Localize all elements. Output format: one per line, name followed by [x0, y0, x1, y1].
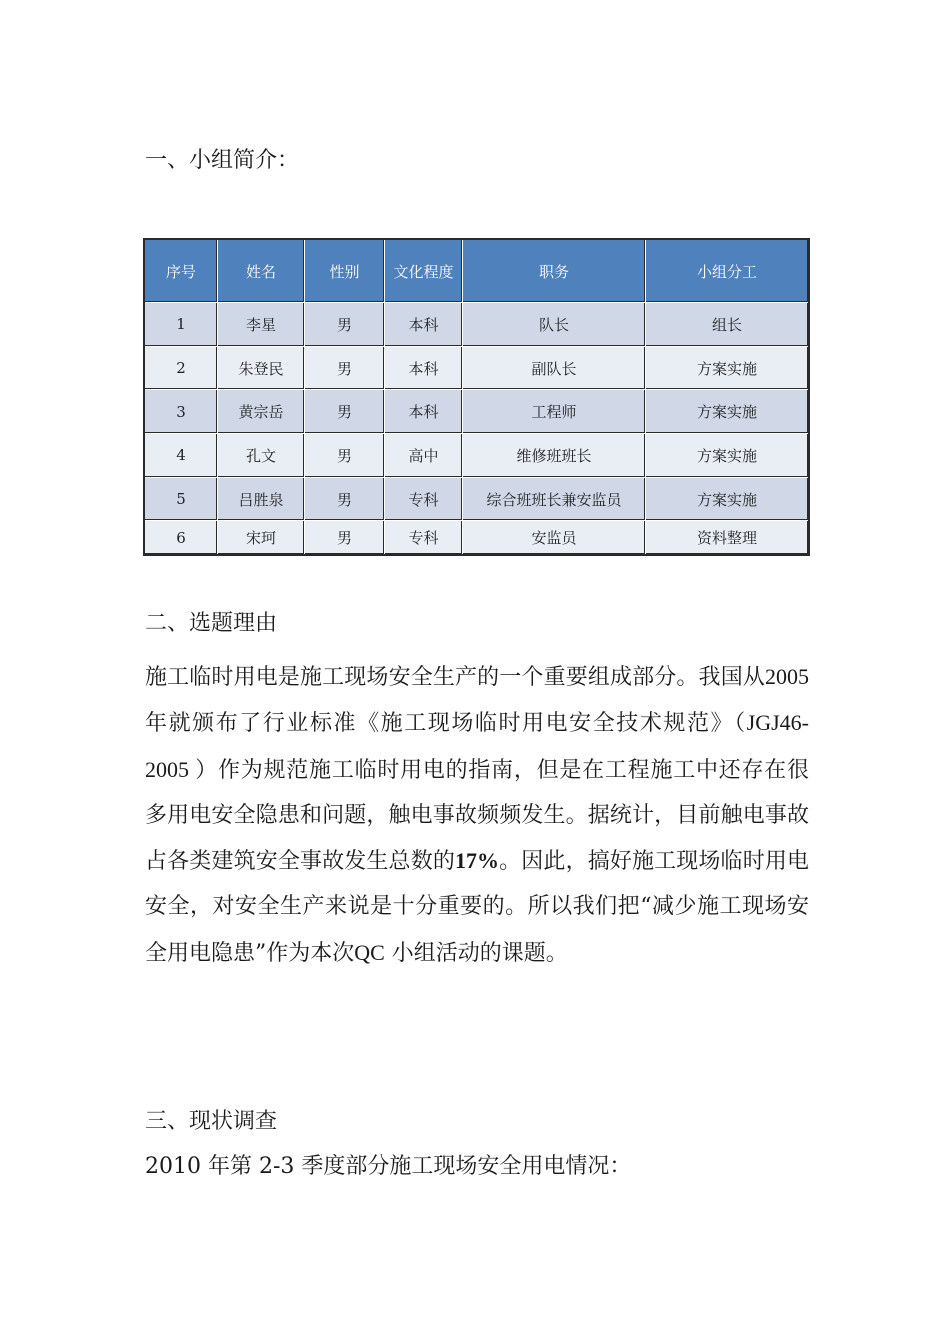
cell-gender: 男 [305, 521, 385, 555]
table-row [145, 434, 809, 478]
cell-gender: 男 [305, 303, 385, 347]
cell-gender: 男 [305, 346, 385, 390]
cell-role: 方案实施 [646, 434, 809, 478]
table-header-row [145, 240, 809, 303]
cell-gender: 男 [305, 434, 385, 478]
cell-education: 高中 [385, 434, 463, 478]
cell-index: 2 [145, 346, 218, 390]
cell-index: 3 [145, 390, 218, 434]
cell-name: 宋珂 [218, 521, 305, 555]
cell-name: 黄宗岳 [218, 390, 305, 434]
cell-position: 副队长 [463, 346, 646, 390]
cell-role: 资料整理 [646, 521, 809, 555]
standard-year: 2005 [765, 664, 809, 689]
standard-code: JGJ46-2005 [145, 710, 809, 782]
cell-gender: 男 [305, 390, 385, 434]
table-row [145, 477, 809, 521]
cell-gender: 男 [305, 477, 385, 521]
cell-education: 专科 [385, 521, 463, 555]
table-row [145, 390, 809, 434]
paragraph-text: ）作为规范施工临时用电的指南，但是在工程施工中还存在很多用电安全隐患和问题，触电事故频频发生。据统计，目前触电事故占各类建筑安全事故发生总数的 [145, 757, 809, 875]
cell-education: 本科 [385, 303, 463, 347]
cell-role: 方案实施 [646, 390, 809, 434]
qc-label: QC [354, 939, 385, 965]
cell-education: 本科 [385, 390, 463, 434]
survey-intro-line: 2010 年第 2-3 季度部分施工现场安全用电情况： [145, 1154, 632, 1179]
accident-percentage: 17% [455, 848, 499, 874]
cell-index: 5 [145, 477, 218, 521]
cell-role: 方案实施 [646, 346, 809, 390]
cell-position: 安监员 [463, 521, 646, 555]
cell-name: 李星 [218, 303, 305, 347]
cell-role: 组长 [646, 303, 809, 347]
cell-position: 综合班班长兼安监员 [463, 477, 646, 521]
cell-education: 本科 [385, 346, 463, 390]
cell-index: 1 [145, 303, 218, 347]
cell-index: 6 [145, 521, 218, 555]
team-members-table [144, 239, 809, 555]
cell-education: 专科 [385, 477, 463, 521]
section-heading-team-intro: 一、小组简介： [145, 148, 300, 173]
paragraph-text: 年就颁布了行业标准《施工现场临时用电安全技术规范》（ [145, 711, 747, 737]
table-row [145, 521, 809, 555]
paragraph-text: 施工临时用电是施工现场安全生产的一个重要组成部分。我国从 [145, 665, 765, 690]
col-header-gender: 性别 [305, 240, 385, 303]
paragraph-text: 。因此，搞好施工现场临时用电安全，对安全生产来说是十分重要的。所以我们把“减少施工现场安全用电隐患”作为本次 [145, 849, 809, 966]
cell-position: 工程师 [463, 390, 646, 434]
cell-role: 方案实施 [646, 477, 809, 521]
col-header-role: 小组分工 [646, 240, 809, 303]
cell-name: 孔文 [218, 434, 305, 478]
section-heading-topic-reason: 二、选题理由 [145, 611, 278, 636]
table-row [145, 346, 809, 390]
cell-name: 吕胜泉 [218, 477, 305, 521]
table-row [145, 303, 809, 347]
cell-position: 维修班班长 [463, 434, 646, 478]
cell-name: 朱登民 [218, 346, 305, 390]
cell-position: 队长 [463, 303, 646, 347]
section-heading-status-survey: 三、现状调查 [145, 1109, 278, 1134]
paragraph-text: 小组活动的课题。 [384, 940, 568, 966]
col-header-education: 文化程度 [385, 240, 463, 303]
col-header-position: 职务 [463, 240, 646, 303]
col-header-name: 姓名 [218, 240, 305, 303]
cell-index: 4 [145, 434, 218, 478]
topic-reason-paragraph [145, 654, 809, 976]
col-header-index: 序号 [145, 240, 218, 303]
